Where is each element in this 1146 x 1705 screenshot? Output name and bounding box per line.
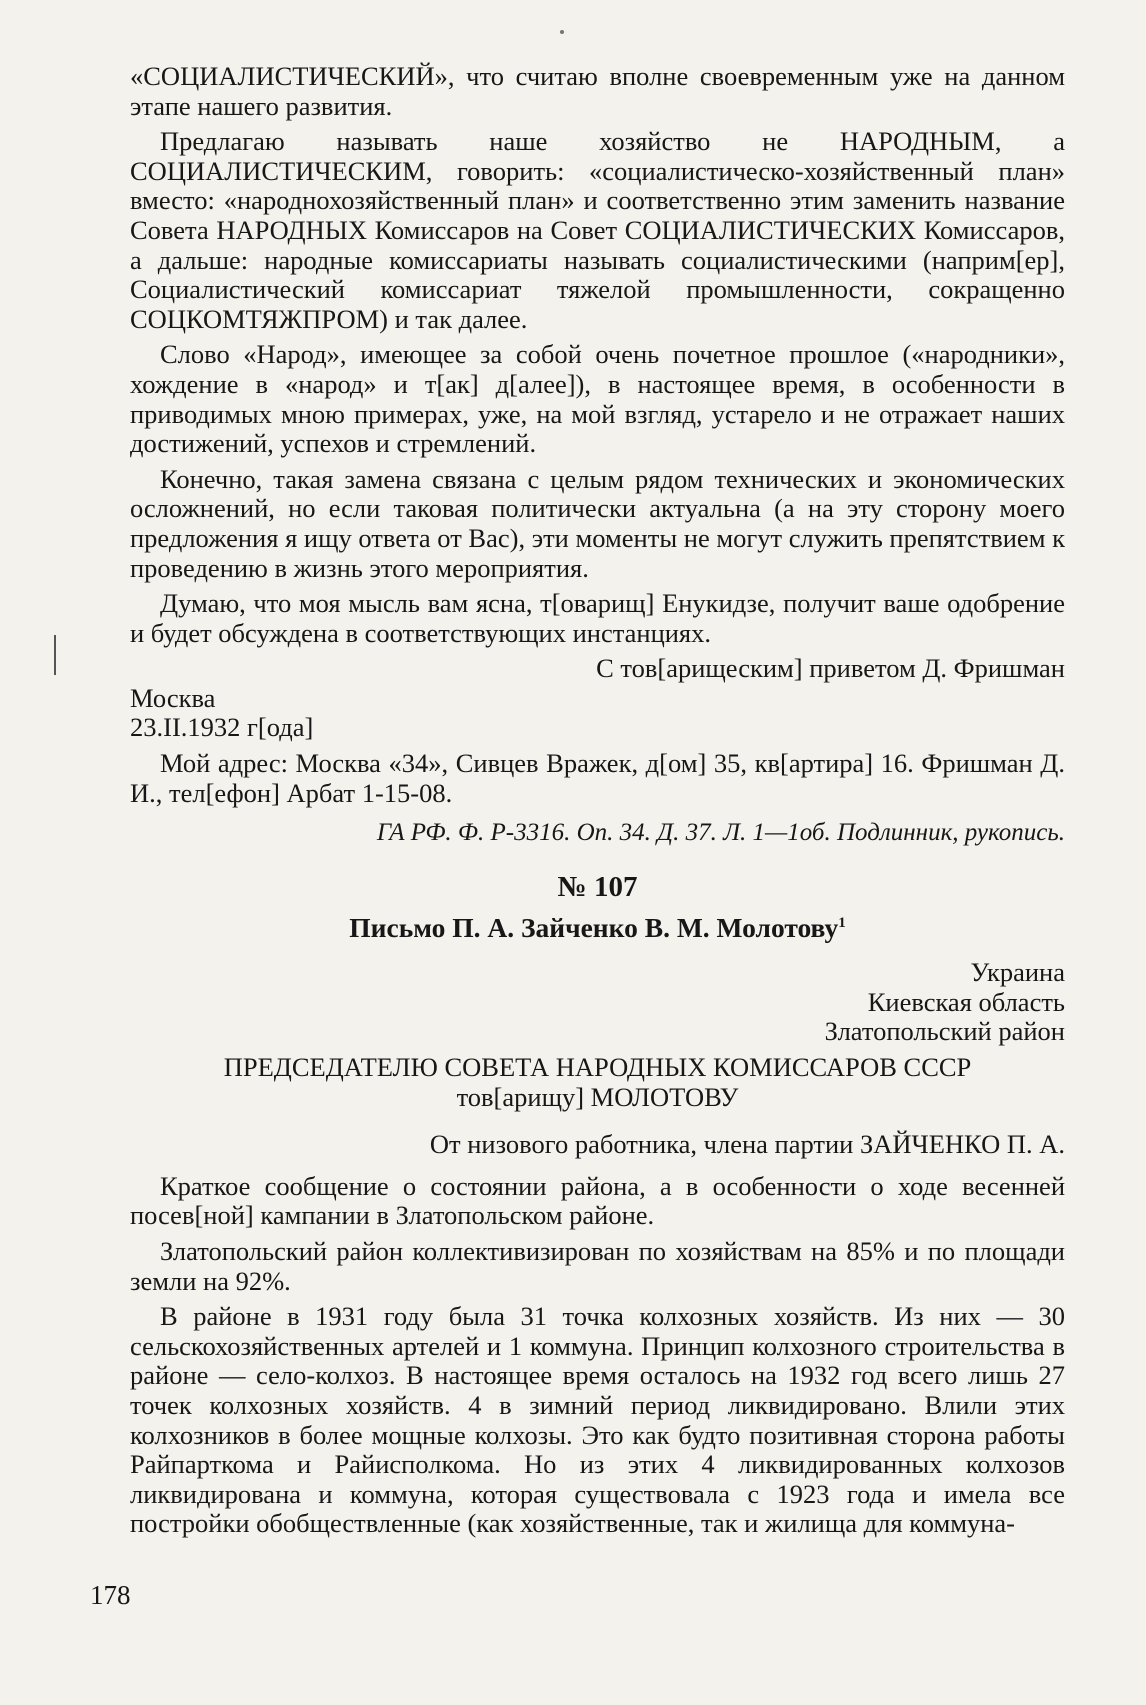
addressee-line: тов[арищу] МОЛОТОВУ <box>456 1081 739 1112</box>
archive-source: ГА РФ. Ф. Р-3316. Оп. 34. Д. 37. Л. 1—1об. Подлинник, рукопись. <box>376 819 1065 847</box>
closing-signature: С тов[арищеским] приветом Д. Фришман <box>596 653 1065 684</box>
paragraph: В районе в 1931 году была 31 точка колхозных хозяйств. Из них — 30 сельскохозяйственных артелей и 1 коммуна. Принцип колхозного строительства в районе — село-колхоз. В настоящее время осталось на 1932 год всего лишь 27 точек колхозных хозяйств. 4 в зимний период ликвидировано. Влили этих колхозников в более мощные колхозы. Это как будто позитивная сторона работы Райпарткома и Райисполкома. Но из этих 4 ликвидированных колхозов ликвидирована и коммуна, которая существовала с 1923 года и имела все постройки обобществленные (как хозяйственные, так и жилища для коммуна- <box>130 1301 1065 1539</box>
addressee-line: ПРЕДСЕДАТЕЛЮ СОВЕТА НАРОДНЫХ КОМИССАРОВ СССР <box>223 1052 972 1083</box>
document-title <box>130 912 1065 944</box>
text-column <box>130 62 1065 1539</box>
paragraph: Златопольский район коллективизирован по хозяйствам на 85% и по площади земли на 92%. <box>130 1236 1065 1296</box>
margin-mark <box>54 635 56 675</box>
addressee-block <box>130 1053 1065 1112</box>
place: Москва <box>130 682 216 713</box>
page-speck <box>560 30 564 34</box>
location-line: Украина <box>970 957 1065 988</box>
location-block <box>130 958 1065 1047</box>
location-line: Златопольский район <box>824 1016 1065 1047</box>
sender-line: От низового работника, члена партии ЗАЙЧЕНКО П. А. <box>429 1129 1065 1160</box>
document-title-text: Письмо П. А. Зайченко В. М. Молотову <box>349 912 839 944</box>
paragraph: Слово «Народ», имеющее за собой очень почетное прошлое («народники», хождение в «народ» и т[ак] д[алее]), в настоящее время, в особенности в приводимых мною примерах, уже, на мой взгляд, устарело и не отражает наших достижений, успехов и стремлений. <box>130 339 1065 459</box>
page-number: 178 <box>90 1580 131 1610</box>
paragraph: Конечно, такая замена связана с целым рядом технических и экономических осложнений, но если таковая политически актуальна (а на эту сторону моего предложения я ищу ответа от Вас), эти моменты не могут служить препятствием к проведению в жизнь этого мероприятия. <box>130 463 1065 583</box>
date: 23.II.1932 г[ода] <box>130 712 314 743</box>
paragraph: Думаю, что моя мысль вам ясна, т[оварищ] Енукидзе, получит ваше одобрение и будет обсуждена в соответствующих инстанциях. <box>130 588 1065 648</box>
location-line: Киевская область <box>867 986 1065 1017</box>
sender-address: Мой адрес: Москва «34», Сивцев Вражек, д[ом] 35, кв[артира] 16. Фришман Д. И., тел[ефон] Арбат 1-15-08. <box>130 748 1065 808</box>
footnote-marker: 1 <box>838 915 846 932</box>
paragraph: «СОЦИАЛИСТИЧЕСКИЙ», что считаю вполне своевременным уже на данном этапе нашего развития. <box>130 61 1065 121</box>
paragraph: Предлагаю называть наше хозяйство не НАРОДНЫМ, а СОЦИАЛИСТИЧЕСКИМ, говорить: «социалистическо-хозяйственный план» вместо: «народнохозяйственный план» и соответственно этим заменить название Совета НАРОДНЫХ Комиссаров на Совет СОЦИАЛИСТИЧЕСКИХ Комиссаров, а дальше: народные комиссариаты называть социалистическими (наприм[ер], Социалистический комиссариат тяжелой промышленности, сокращенно СОЦКОМТЯЖПРОМ) и так далее. <box>130 126 1065 334</box>
document-number: № 107 <box>557 871 638 904</box>
paragraph: Краткое сообщение о состоянии района, а в особенности о ходе весенней посев[ной] кампании в Златопольском районе. <box>130 1170 1065 1231</box>
